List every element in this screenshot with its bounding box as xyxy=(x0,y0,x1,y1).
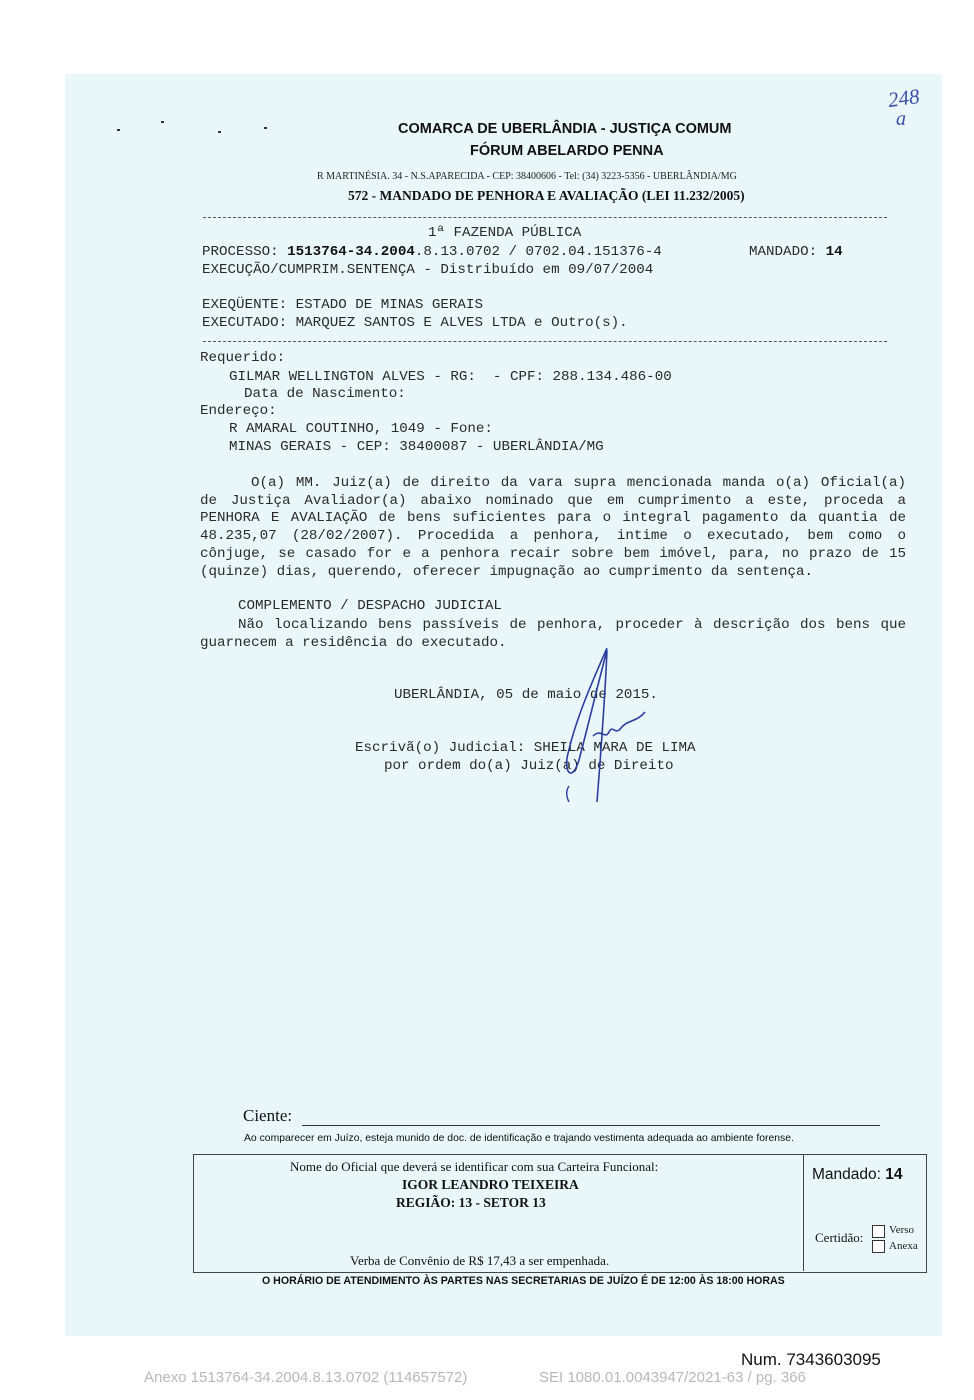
processo-number-rest: .8.13.0702 / 0702.04.151376-4 xyxy=(414,244,662,260)
exequente-line: EXEQÜENTE: ESTADO DE MINAS GERAIS xyxy=(202,297,483,313)
forum-dress-notice: Ao comparecer em Juízo, esteja munido de doc. de identificação e trajando vestimenta adequada ao ambiente forense. xyxy=(244,1133,794,1144)
certidao-label: Certidão: xyxy=(815,1230,864,1245)
dashed-divider xyxy=(203,341,887,342)
despacho-paragraph: Não localizando bens passíveis de penhora, proceder à descrição dos bens que guarnecem a residência do executado. xyxy=(200,617,906,651)
document-number: Num. 7343603095 xyxy=(741,1350,881,1369)
dashed-divider xyxy=(203,217,887,218)
date-line: UBERLÂNDIA, 05 de maio de 2015. xyxy=(394,687,658,703)
order-paragraph: O(a) MM. Juiz(a) de direito da vara supra mencionada manda o(a) Oficial(a) de Justiça Avaliador(a) abaixo nominado que em cumprimento a este, proceda a PENHORA E AVALIAÇÃO de bens suficientes para o integral pagamento da quantia de 48.235,07 (28/02/2007). Procedida a penhora, intime o executado, bem como o cônjuge, se casado for e a penhora recair sobre bem imóvel, para, no prazo de 15 (quinze) dias, querendo, oferecer impugnação ao cumprimento da sentença. xyxy=(200,475,906,580)
mandado-number-line xyxy=(749,244,843,260)
folio-initial: a xyxy=(896,108,906,130)
scan-speck xyxy=(117,129,120,131)
executado-line: EXECUTADO: MARQUEZ SANTOS E ALVES LTDA e Outro(s). xyxy=(202,315,628,331)
processo-number-bold: 1513764-34.2004 xyxy=(287,244,415,260)
street-address: R AMARAL COUTINHO, 1049 - Fone: xyxy=(229,421,493,437)
mandado-box-label xyxy=(812,1166,903,1184)
scan-speck xyxy=(264,127,267,129)
anexa-checkbox[interactable] xyxy=(872,1240,885,1258)
complemento-heading: COMPLEMENTO / DESPACHO JUDICIAL xyxy=(238,598,502,614)
ciente-signature-line xyxy=(302,1125,880,1126)
mandado-box-number: 14 xyxy=(885,1166,903,1183)
verso-label: Verso xyxy=(889,1224,915,1236)
mandado-label: MANDADO: xyxy=(749,244,818,260)
requerido-label: Requerido: xyxy=(200,350,286,366)
court-title: COMARCA DE UBERLÂNDIA - JUSTIÇA COMUM xyxy=(398,121,732,137)
scan-speck xyxy=(218,131,221,133)
forum-name: FÓRUM ABELARDO PENNA xyxy=(470,143,664,159)
mandado-number: 14 xyxy=(825,244,843,260)
horario-atendimento: O HORÁRIO DE ATENDIMENTO ÀS PARTES NAS SECRETARIAS DE JUÍZO É DE 12:00 ÀS 18:00 HORAS xyxy=(262,1275,785,1287)
requerido-name: GILMAR WELLINGTON ALVES - RG: - CPF: 288.134.486-00 xyxy=(229,369,672,385)
mandado-box-label-text: Mandado: xyxy=(812,1166,881,1183)
vara-name: 1ª FAZENDA PÚBLICA xyxy=(428,225,582,241)
ordem-line: por ordem do(a) Juiz(a) de Direito xyxy=(384,758,674,774)
scan-speck xyxy=(161,121,164,123)
sei-reference: SEI 1080.01.0043947/2021-63 / pg. 366 xyxy=(539,1369,806,1386)
ciente-label: Ciente: xyxy=(243,1106,293,1125)
endereco-label: Endereço: xyxy=(200,403,277,419)
anexa-label: Anexa xyxy=(889,1240,918,1252)
escriva-line: Escrivã(o) Judicial: SHEILA MARA DE LIMA xyxy=(355,740,696,756)
verba-convenio: Verba de Convênio de R$ 17,43 a ser empenhada. xyxy=(350,1253,610,1268)
handwritten-signature xyxy=(545,640,665,810)
court-address: R MARTINÉSIA. 34 - N.S.APARECIDA - CEP: 38400606 - Tel: (34) 3223-5356 - UBERLÂNDIA/MG xyxy=(317,171,737,182)
birth-date-label: Data de Nascimento: xyxy=(244,386,406,402)
folio-stamp: 248 xyxy=(886,83,921,113)
oficial-regiao: REGIÃO: 13 - SETOR 13 xyxy=(396,1195,546,1210)
processo-label: PROCESSO: xyxy=(202,244,279,260)
official-box-divider xyxy=(803,1155,804,1271)
anexo-reference: Anexo 1513764-34.2004.8.13.0702 (114657572) xyxy=(144,1369,468,1386)
document-title: 572 - MANDADO DE PENHORA E AVALIAÇÃO (LEI 11.232/2005) xyxy=(348,188,745,203)
oficial-name: IGOR LEANDRO TEIXEIRA xyxy=(402,1177,579,1192)
processo-line xyxy=(202,244,662,260)
oficial-prompt: Nome do Oficial que deverá se identificar com sua Carteira Funcional: xyxy=(290,1159,659,1174)
execucao-line: EXECUÇÃO/CUMPRIM.SENTENÇA - Distribuído em 09/07/2004 xyxy=(202,262,654,278)
city-address: MINAS GERAIS - CEP: 38400087 - UBERLÂNDIA/MG xyxy=(229,439,604,455)
